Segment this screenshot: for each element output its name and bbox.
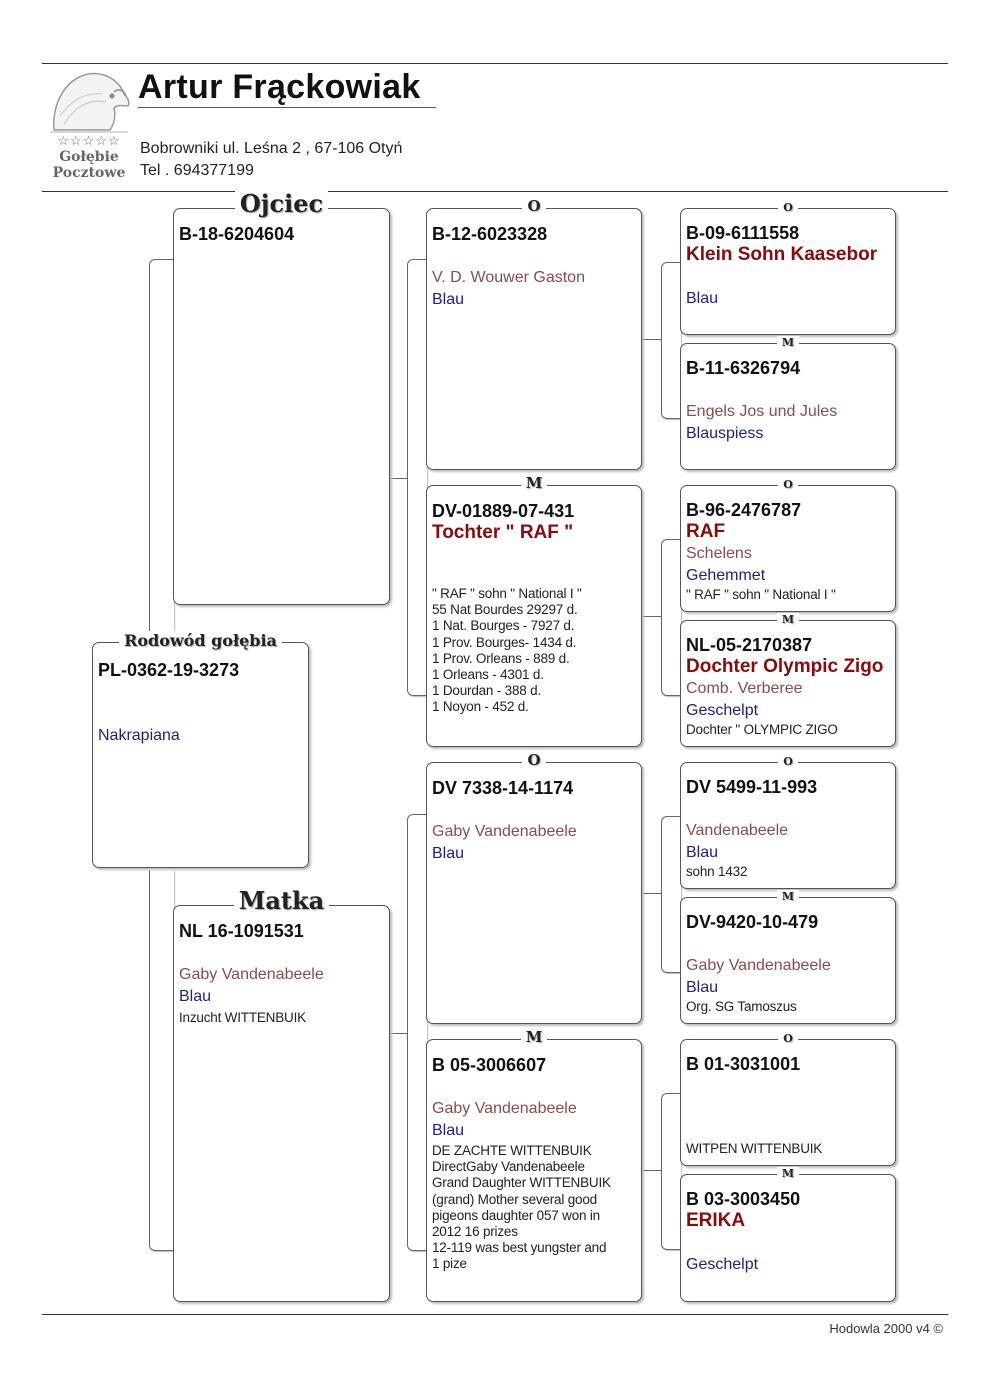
owner-address: Bobrowniki ul. Leśna 2 , 67-106 Otyń <box>140 140 403 157</box>
mfm-card[interactable] <box>680 890 896 1024</box>
fmm-breeder: Comb. Verberee <box>686 680 803 697</box>
mm-color: Blau <box>432 1122 465 1139</box>
connector-subject-father <box>149 259 174 641</box>
mmf-card[interactable] <box>680 1032 896 1166</box>
mf-ring: DV 7338-14-1174 <box>432 778 574 798</box>
connector-father <box>390 478 408 479</box>
ff-color: Blau <box>432 291 465 308</box>
fmm-note: Dochter " OLYMPIC ZIGO <box>686 722 838 737</box>
mfm-label: M <box>681 890 895 903</box>
father-label: Ojciec <box>174 189 389 218</box>
father-card[interactable] <box>173 189 390 605</box>
mfm-note: Org. SG Tamoszus <box>686 999 797 1014</box>
mmm-card[interactable] <box>680 1167 896 1302</box>
logo <box>44 68 134 183</box>
connector-mf-parents <box>661 816 681 973</box>
mother-label: Matka <box>174 886 389 915</box>
subject-ring: PL-0362-19-3273 <box>98 660 240 680</box>
logo-line-1: Gołębie <box>59 149 119 165</box>
mother-color: Blau <box>179 988 212 1005</box>
top-rule <box>42 63 948 64</box>
fmm-color: Geschelpt <box>686 702 759 719</box>
ffm-label: M <box>681 336 895 349</box>
connector-ff <box>642 339 662 340</box>
connector-fm-parents <box>661 539 681 696</box>
mff-label: O <box>681 755 895 768</box>
ff-breeder: V. D. Wouwer Gaston <box>432 269 585 286</box>
logo-stars: ☆☆☆☆☆ <box>57 134 121 149</box>
mother-note: Inzucht WITTENBUIK <box>179 1010 306 1025</box>
subject-color: Nakrapiana <box>98 727 180 744</box>
mff-breeder: Vandenabeele <box>686 822 789 839</box>
connector-ff-parents <box>661 262 681 419</box>
connector-mm <box>642 1170 662 1171</box>
mother-breeder: Gaby Vandenabeele <box>179 966 324 983</box>
mff-note: sohn 1432 <box>686 864 748 879</box>
fmm-ring: NL-05-2170387 <box>686 635 813 655</box>
owner-phone: Tel . 694377199 <box>140 162 254 179</box>
mm-card[interactable] <box>426 1028 642 1302</box>
mm-label: M <box>427 1028 641 1046</box>
fff-name: Klein Sohn Kaasebor <box>686 244 878 265</box>
ffm-color: Blauspiess <box>686 425 764 442</box>
connector-mm-parents <box>661 1093 681 1250</box>
mf-breeder: Gaby Vandenabeele <box>432 823 577 840</box>
fff-ring: B-09-6111558 <box>686 223 800 243</box>
mother-ring: NL 16-1091531 <box>179 921 304 941</box>
ffm-breeder: Engels Jos und Jules <box>686 403 838 420</box>
ff-label: O <box>427 197 641 215</box>
mff-card[interactable] <box>680 755 896 889</box>
fmf-name: RAF <box>686 521 726 542</box>
fmm-name: Dochter Olympic Zigo <box>686 656 884 677</box>
mother-card[interactable] <box>173 886 390 1302</box>
mmm-color: Geschelpt <box>686 1256 759 1273</box>
fmf-ring: B-96-2476787 <box>686 500 802 520</box>
mf-label: O <box>427 751 641 769</box>
mff-ring: DV 5499-11-993 <box>686 777 818 797</box>
fmm-label: M <box>681 613 895 626</box>
subject-card[interactable] <box>92 631 309 868</box>
mm-breeder: Gaby Vandenabeele <box>432 1100 577 1117</box>
footer-rule <box>42 1314 948 1315</box>
fff-card[interactable] <box>680 201 896 335</box>
mmm-name: ERIKA <box>686 1210 746 1231</box>
connector-subject-mother <box>149 870 174 1251</box>
mff-color: Blau <box>686 844 719 861</box>
mmf-note: WITPEN WITTENBUIK <box>686 1141 823 1156</box>
mm-ring: B 05-3006607 <box>432 1055 547 1075</box>
father-ring: B-18-6204604 <box>179 224 295 244</box>
mmm-ring: B 03-3003450 <box>686 1189 801 1209</box>
subject-label: Rodowód gołębia <box>93 631 308 650</box>
connector-mother <box>390 1033 408 1034</box>
mfm-breeder: Gaby Vandenabeele <box>686 957 831 974</box>
mmf-ring: B 01-3031001 <box>686 1054 801 1074</box>
mf-color: Blau <box>432 845 465 862</box>
mfm-color: Blau <box>686 979 719 996</box>
fmf-breeder: Schelens <box>686 545 752 562</box>
ffm-card[interactable] <box>680 336 896 470</box>
fmf-color: Gehemmet <box>686 567 766 584</box>
connector-father-grandparents <box>407 259 427 696</box>
fm-name: Tochter " RAF " <box>432 522 574 543</box>
pigeon-head-icon <box>44 68 134 136</box>
connector-mother-grandparents <box>407 814 427 1251</box>
fm-card[interactable] <box>426 474 642 747</box>
fmf-card[interactable] <box>680 478 896 612</box>
ff-ring: B-12-6023328 <box>432 224 548 244</box>
connector-mf <box>642 893 662 894</box>
owner-name: Artur Frąckowiak <box>138 68 421 106</box>
mf-card[interactable] <box>426 751 642 1024</box>
ffm-ring: B-11-6326794 <box>686 358 801 378</box>
mm-note: DE ZACHTE WITTENBUIK DirectGaby Vandenabeele Grand Daughter WITTENBUIK (grand) Mother several good pigeons daughter 057 won in 2012 16 prizes 12-119 was best yungster and 1 pize <box>432 1143 611 1272</box>
mfm-ring: DV-9420-10-479 <box>686 912 819 932</box>
title-underline <box>138 107 436 108</box>
fmf-note: " RAF " sohn " National I " <box>686 587 836 602</box>
fmm-card[interactable] <box>680 613 896 747</box>
mmm-label: M <box>681 1167 895 1180</box>
fmf-label: O <box>681 478 895 491</box>
ff-card[interactable] <box>426 197 642 470</box>
connector-fm <box>642 616 662 617</box>
mmf-label: O <box>681 1032 895 1045</box>
fff-label: O <box>681 201 895 214</box>
footer-credit: Hodowla 2000 v4 © <box>829 1321 943 1336</box>
fff-color: Blau <box>686 290 719 307</box>
logo-line-2: Pocztowe <box>52 165 126 181</box>
fm-note: " RAF " sohn " National I " 55 Nat Bourdes 29297 d. 1 Nat. Bourges - 7927 d. 1 Prov. Bourges- 1434 d. 1 Prov. Orleans - 889 d. 1 Orleans - 4301 d. 1 Dourdan - 388 d. 1 Noyon - 452 d. <box>432 586 582 715</box>
fm-ring: DV-01889-07-431 <box>432 501 575 521</box>
fm-label: M <box>427 474 641 492</box>
